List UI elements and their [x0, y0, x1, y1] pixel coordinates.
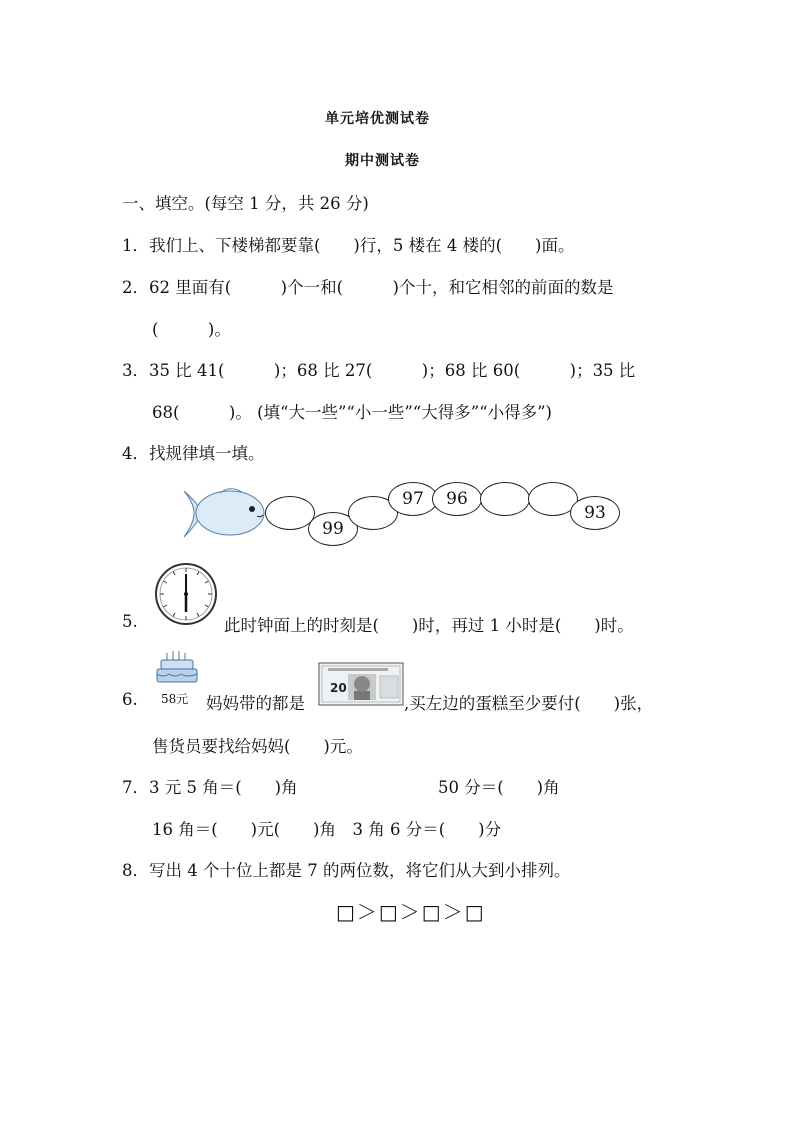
question-7-part1: 7．3 元 5 角＝( )角 [122, 778, 298, 797]
page-title: 单元培优测试卷 [325, 111, 430, 127]
question-3-line2: 68( )。 (填“大一些”“小一些”“大得多”“小得多”) [152, 403, 552, 422]
question-5-number: 5. [122, 612, 138, 631]
question-6-text-b: ,买左边的蛋糕至少要付( )张， [404, 694, 654, 713]
pattern-oval-8: 93 [570, 496, 620, 530]
question-2-line2: ( )。 [152, 320, 231, 339]
fish-pattern [180, 478, 620, 548]
pattern-oval-6 [480, 482, 530, 516]
cake-icon [155, 650, 199, 686]
question-5-text: 此时钟面上的时刻是( )时，再过 1 小时是( )时。 [224, 616, 634, 635]
question-6-line2: 售货员要找给妈妈( )元。 [152, 737, 363, 756]
question-8: 8．写出 4 个十位上都是 7 的两位数，将它们从大到小排列。 [122, 861, 571, 880]
question-7-line2: 16 角＝( )元( )角 3 角 6 分＝( )分 [152, 820, 502, 839]
answer-boxes: □＞□＞□＞□ [336, 900, 486, 924]
banknote-icon [318, 662, 404, 706]
clock-icon [154, 562, 218, 626]
banknote-value: 20 [330, 681, 347, 695]
question-1: 1．我们上、下楼梯都要靠( )行，5 楼在 4 楼的( )面。 [122, 236, 575, 255]
pattern-oval-2: 99 [308, 512, 358, 546]
fish-icon [180, 483, 270, 543]
page-subtitle: 期中测试卷 [345, 153, 420, 169]
question-7-part2: 50 分＝( )角 [438, 778, 560, 797]
question-6-text-a: 妈妈带的都是 [206, 694, 305, 713]
question-4: 4．找规律填一填。 [122, 444, 265, 463]
question-3-line1: 3．35 比 41( )；68 比 27( )；68 比 60( )；35 比 [122, 361, 636, 380]
pattern-oval-4: 97 [388, 482, 438, 516]
cake-price-label: 58元 [161, 692, 189, 706]
question-2-line1: 2．62 里面有( )个一和( )个十，和它相邻的前面的数是 [122, 278, 614, 297]
pattern-oval-5: 96 [432, 482, 482, 516]
question-6-number: 6. [122, 690, 138, 709]
section-heading: 一、填空。(每空 1 分，共 26 分) [122, 194, 369, 213]
